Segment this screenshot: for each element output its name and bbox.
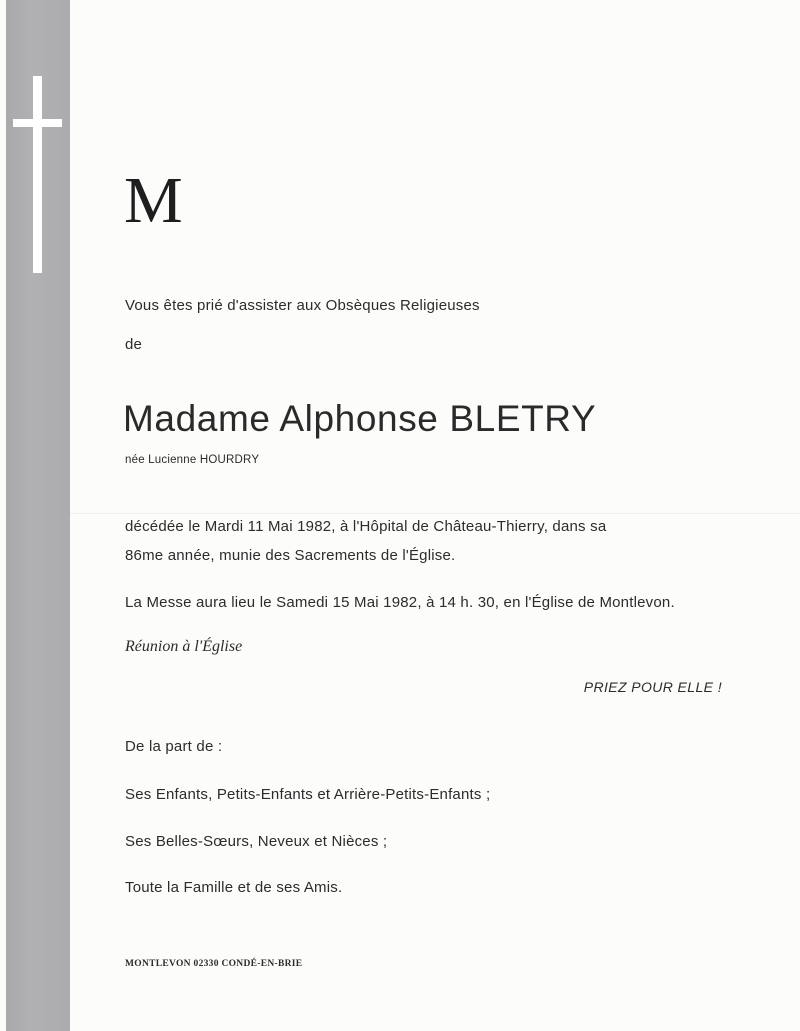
family-line: Ses Enfants, Petits-Enfants et Arrière-Petits-Enfants ; [125,786,491,803]
mass-details: La Messe aura lieu le Samedi 15 Mai 1982, à 14 h. 30, en l'Église de Montlevon. [125,594,675,611]
family-line: Toute la Famille et de ses Amis. [125,879,343,896]
death-details-line-1: décédée le Mardi 11 Mai 1982, à l'Hôpital de Château-Thierry, dans sa [125,518,607,535]
reunion-note: Réunion à l'Église [125,638,243,655]
printer-footer: MONTLEVON 02330 CONDÉ-EN-BRIE [125,959,303,969]
initial-letter: M [124,164,183,237]
prayer-line: PRIEZ POUR ELLE ! [583,679,722,695]
maiden-name: née Lucienne HOURDRY [125,454,260,466]
deceased-name: Madame Alphonse BLETRY [123,398,597,439]
invitation-text: Vous êtes prié d'assister aux Obsèques Religieuses [125,297,480,314]
family-line: Ses Belles-Sœurs, Neveux et Nièces ; [125,833,388,850]
cross-vertical-bar [33,76,42,273]
cross-horizontal-bar [13,119,62,127]
paper-fold-line [70,513,800,514]
de-text: de [125,336,143,353]
death-details-line-2: 86me année, munie des Sacrements de l'Église. [125,547,456,564]
from-label: De la part de : [125,738,223,755]
